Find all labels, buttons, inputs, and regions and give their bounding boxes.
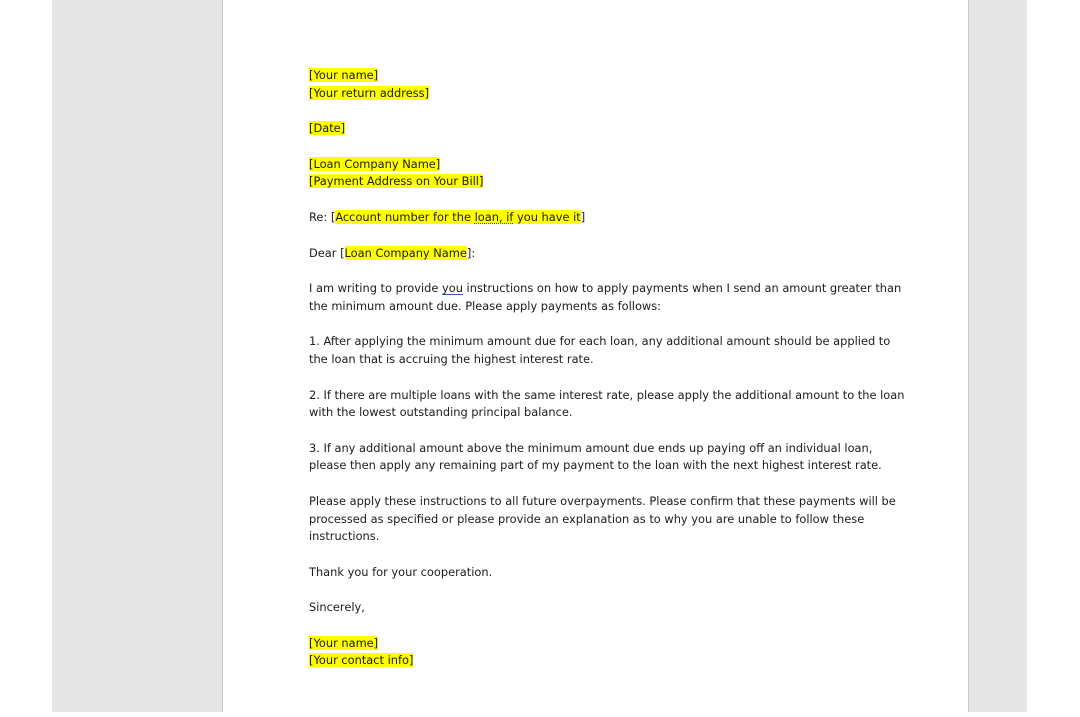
re-text-loan-grammar-flag[interactable]: loan, if: [474, 209, 514, 224]
closing-paragraph: [309, 493, 909, 546]
signature-contact-placeholder: [Your contact info]: [309, 653, 414, 668]
intro-line1-a: I am writing to provide: [309, 281, 442, 296]
list-item-line2: please then apply any remaining part of my payment to the loan with the next highest interest rate.: [309, 458, 882, 473]
salutation-open-bracket: [: [340, 245, 345, 260]
intro-line2: the minimum amount due. Please apply payments as follows:: [309, 298, 662, 313]
closing-line3: instructions.: [309, 529, 380, 544]
list-item: [309, 440, 909, 475]
re-text-after: you have it: [513, 209, 581, 224]
recipient-block: [309, 156, 909, 191]
signoff-text: Sincerely,: [309, 600, 365, 615]
closing-line1: Please apply these instructions to all future overpayments. Please confirm that these payments will be: [309, 493, 896, 508]
list-item: [309, 387, 909, 422]
closing-line2: processed as specified or please provide an explanation as to why you are unable to follow these: [309, 511, 865, 526]
sender-address-placeholder: [Your return address]: [309, 85, 430, 100]
salutation-close-bracket: ]: [466, 245, 472, 260]
salutation-suffix: :: [471, 245, 476, 260]
letter-body[interactable]: [309, 67, 909, 688]
list-item: [309, 333, 909, 368]
document-page[interactable]: [222, 0, 969, 712]
signature-name-placeholder: [Your name]: [309, 635, 379, 650]
intro-you-grammar-flag[interactable]: you: [442, 281, 463, 296]
intro-line1-b: instructions on how to apply payments when I send an amount greater than: [462, 281, 902, 296]
date-placeholder: [Date]: [309, 121, 346, 136]
re-open-bracket: [: [330, 209, 336, 224]
date-block: [309, 120, 909, 138]
sender-block: [309, 67, 909, 102]
re-prefix: Re:: [309, 209, 331, 224]
salutation-line: [309, 245, 909, 263]
thanks-line: [309, 564, 909, 582]
list-item-line2: with the lowest outstanding principal balance.: [309, 405, 573, 420]
re-text-before: Account number for the: [335, 209, 475, 224]
recipient-payment-address-placeholder: [Payment Address on Your Bill]: [309, 174, 484, 189]
sender-name-placeholder: [Your name]: [309, 68, 379, 82]
list-item-line1: 2. If there are multiple loans with the same interest rate, please apply the additional amount to the loan: [309, 387, 905, 402]
signoff-line: [309, 599, 909, 617]
re-close-bracket: ]: [580, 209, 586, 224]
list-item-line1: 1. After applying the minimum amount due for each loan, any additional amount should be applied to: [309, 334, 891, 349]
re-line: [309, 209, 909, 227]
signature-block: [309, 635, 909, 670]
salutation-prefix: Dear: [309, 245, 341, 260]
recipient-company-placeholder: [Loan Company Name]: [309, 156, 441, 171]
salutation-name-placeholder: Loan Company Name: [344, 245, 467, 260]
re-account-placeholder: [335, 210, 580, 224]
thanks-text: Thank you for your cooperation.: [309, 564, 493, 579]
list-item-line1: 3. If any additional amount above the minimum amount due ends up paying off an individual loan,: [309, 440, 873, 455]
list-item-line2: the loan that is accruing the highest interest rate.: [309, 351, 594, 366]
intro-paragraph: [309, 280, 909, 315]
document-viewport: [52, 0, 1027, 712]
